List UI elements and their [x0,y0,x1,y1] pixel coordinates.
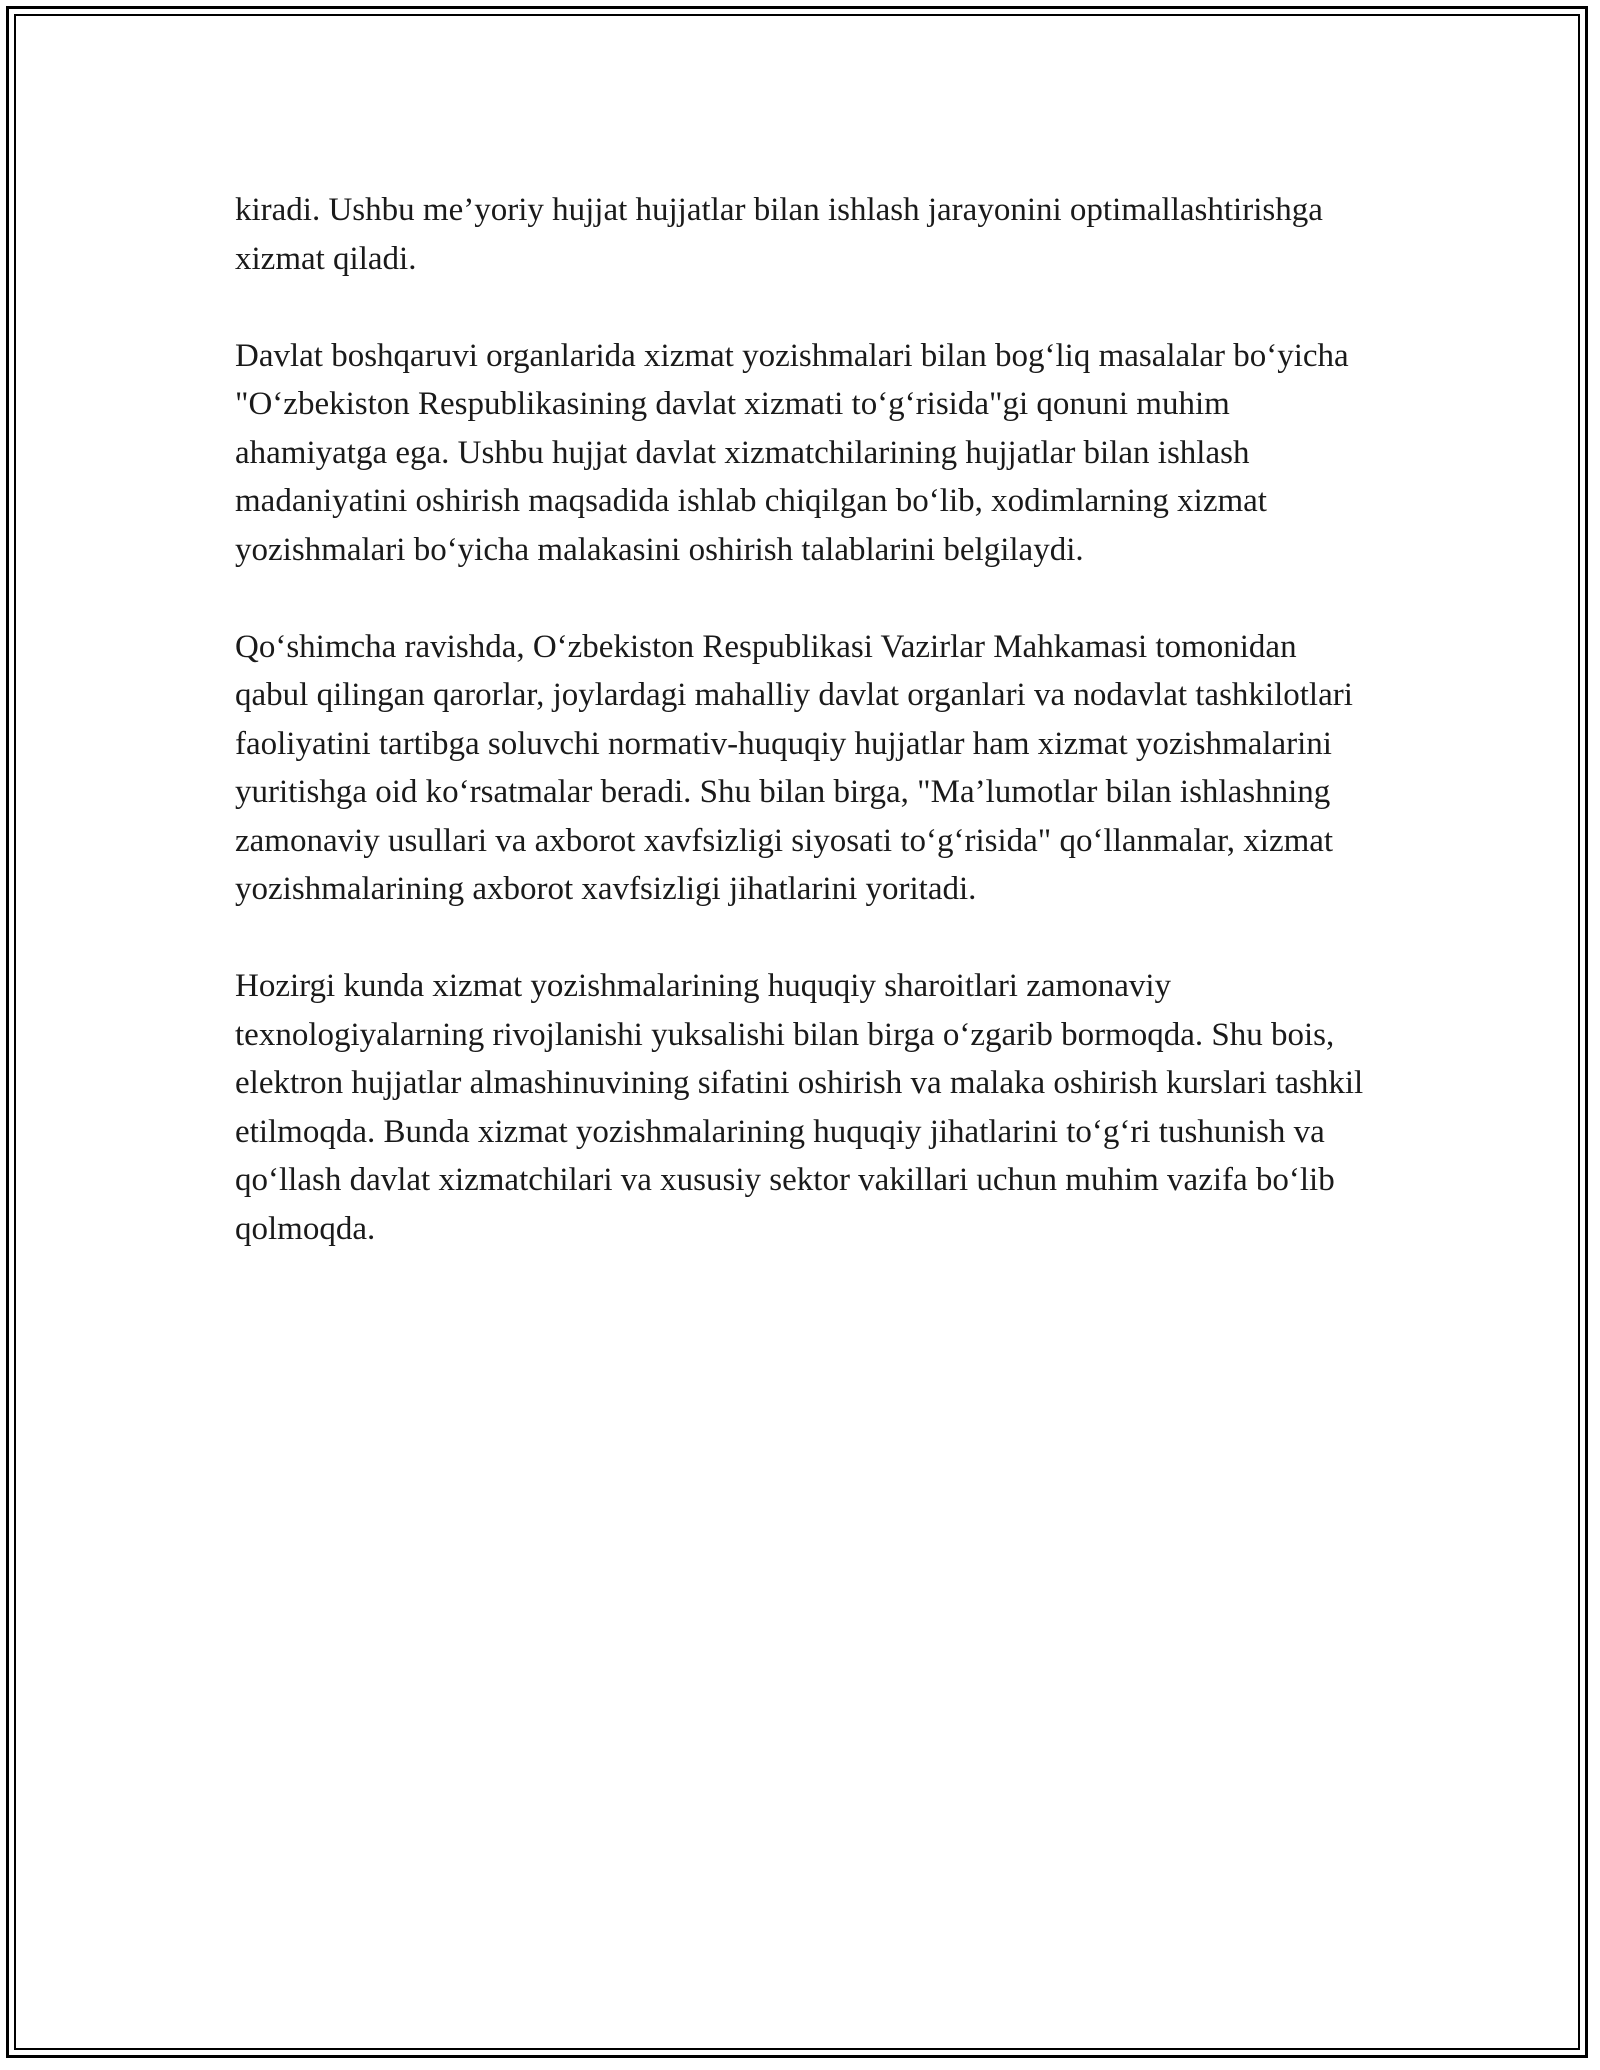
paragraph-1: kiradi. Ushbu me’yoriy hujjat hujjatlar bilan ishlash jarayonini optimallashtirishga xizmat qiladi. [235,192,1323,277]
paragraph-2: Davlat boshqaruvi organlarida xizmat yozishmalari bilan bog‘liq masalalar bo‘yicha "O‘zbekiston Respublikasining davlat xizmati to‘g‘risida"gi qonuni muhim ahamiyatga ega. Ushbu hujjat davlat xizmatchilarining hujjatlar bilan ishlash madaniyatini oshirish maqsadida ishlab chiqilgan bo‘lib, xodimlarning xizmat yozishmalari bo‘yicha malakasini oshirish talablarini belgilaydi. [235,337,1349,568]
paragraph-3: Qo‘shimcha ravishda, O‘zbekiston Respublikasi Vazirlar Mahkamasi tomonidan qabul qilingan qarorlar, joylardagi mahalliy davlat organlari va nodavlat tashkilotlari faoliyatini tartibga soluvchi normativ-huquqiy hujjatlar ham xizmat yozishmalarini yuritishga oid ko‘rsatmalar beradi. Shu bilan birga, "Ma’lumotlar bilan ishlashning zamonaviy usullari va axborot xavfsizligi siyosati to‘g‘risida" qo‘llanmalar, xizmat yozishmalarining axborot xavfsizligi jihatlarini yoritadi. [235,628,1353,907]
document-body [235,186,1370,1253]
paragraph-4: Hozirgi kunda xizmat yozishmalarining huquqiy sharoitlari zamonaviy texnologiyalarning rivojlanishi yuksalishi bilan birga o‘zgarib bormoqda. Shu bois, elektron hujjatlar almashinuvining sifatini oshirish va malaka oshirish kurslari tashkil etilmoqda. Bunda xizmat yozishmalarining huquqiy jihatlarini to‘g‘ri tushunish va qo‘llash davlat xizmatchilari va xususiy sektor vakillari uchun muhim vazifa bo‘lib qolmoqda. [235,968,1364,1247]
